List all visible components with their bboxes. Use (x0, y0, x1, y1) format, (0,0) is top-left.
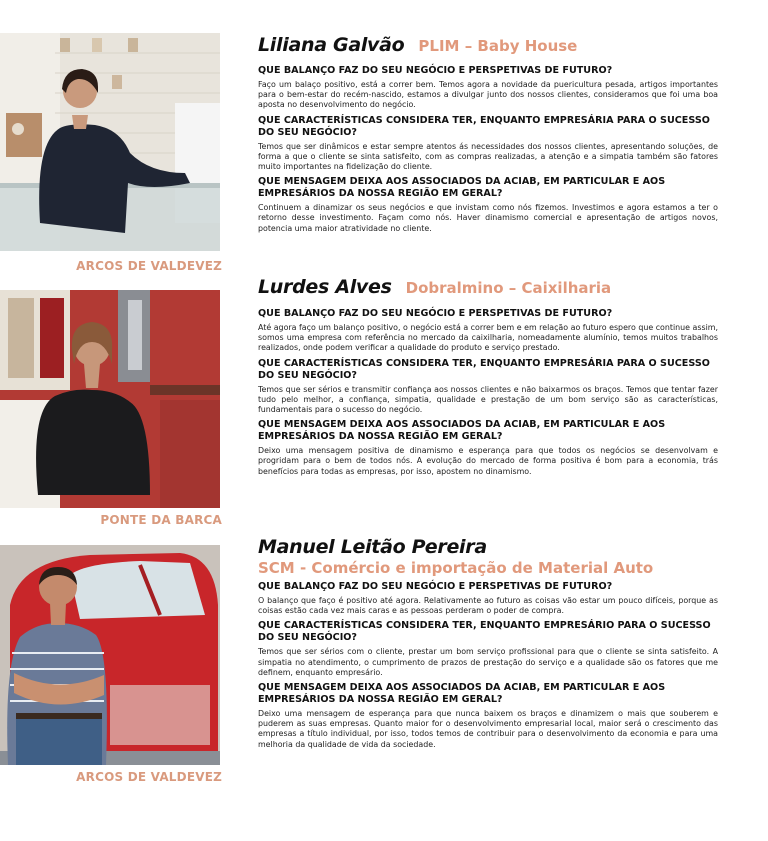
answer: Temos que ser sérios e transmitir confiança aos nossos clientes e não baixarmos os braços. Temos que tentar fazer tudo pelo melhor, a confiança, simpatia, qualidade e prestação de um bom serviço são as características, fundamentais para o sucesso do negócio. (258, 384, 718, 415)
profile-location: ARCOS DE VALDEVEZ (76, 259, 222, 273)
answer: Deixo uma mensagem de esperança para que nunca baixem os braços e dinamizem o mais que souberem e puderem as suas empresas. Quanto maior for o desenvolvimento empresarial local, maior será o crescimento das empresas a título individual, por isso, todos temos de contribuir para o desenvolvimento da economia e para uma melhoria da qualidade de vida da sociedade. (258, 709, 718, 749)
profile-name: Manuel Leitão Pereira (258, 536, 487, 558)
profile-header (258, 276, 718, 300)
profile-photo-liliana (0, 33, 220, 251)
question: QUE MENSAGEM DEIXA AOS ASSOCIADOS DA ACIAB, EM PARTICULAR E AOS EMPRESÁRIOS DA NOSSA REGIÃO EM GERAL? (258, 682, 666, 706)
question: QUE BALANÇO FAZ DO SEU NEGÓCIO E PERSPETIVAS DE FUTURO? (258, 65, 613, 76)
question: QUE MENSAGEM DEIXA AOS ASSOCIADOS DA ACIAB, EM PARTICULAR E AOS EMPRESÁRIOS DA NOSSA REGIÃO EM GERAL? (258, 176, 666, 200)
profile-location: ARCOS DE VALDEVEZ (76, 770, 222, 784)
question: QUE CARACTERÍSTICAS CONSIDERA TER, ENQUANTO EMPRESÁRIA PARA O SUCESSO DO SEU NEGÓCIO? (258, 114, 710, 138)
profile-photo-lurdes (0, 290, 220, 508)
question: QUE MENSAGEM DEIXA AOS ASSOCIADOS DA ACIAB, EM PARTICULAR E AOS EMPRESÁRIOS DA NOSSA REGIÃO EM GERAL? (258, 419, 666, 443)
profile-name: Liliana Galvão (258, 34, 405, 56)
question: QUE CARACTERÍSTICAS CONSIDERA TER, ENQUANTO EMPRESÁRIA PARA O SUCESSO DO SEU NEGÓCIO? (258, 357, 710, 381)
profile-header (258, 536, 718, 558)
answer: Até agora faço um balanço positivo, o negócio está a correr bem e em relação ao futuro espero que continue assim, somos uma empresa com referência no mercado da caixilharia, nomeadamente alumínio, temos muitos trabalhos realizados, onde podem verificar a qualidade do produto e serviço prestado. (258, 323, 718, 353)
question: QUE BALANÇO FAZ DO SEU NEGÓCIO E PERSPETIVAS DE FUTURO? (258, 308, 613, 319)
profile-name: Lurdes Alves (258, 276, 392, 298)
answer: Continuem a dinamizar os seus negócios e que invistam como nós fizemos. Investimos e agora estamos a ter o retorno desse investimento. Façam como nós. Haver dinamismo comercial e apresentação de artigos novos, potencia uma maior atratividade no cliente. (258, 203, 718, 233)
business-name: PLIM – Baby House (418, 37, 578, 55)
answer: O balanço que faço é positivo até agora. Relativamente ao futuro as coisas vão estar um pouco difíceis, porque as coisas estão cada vez mais caras e as pessoas perderam o poder de compra. (258, 596, 718, 616)
answer: Faço um balaço positivo, está a correr bem. Temos agora a novidade da puericultura pesada, artigos importantes para o bem-estar do recém-nascido, estamos a divulgar junto dos nossos clientes, consideramos que foi uma boa aposta no desenvolvimento do negócio. (258, 80, 718, 110)
answer: Temos que ser dinâmicos e estar sempre atentos ás necessidades dos nossos clientes, apresentando soluções, de forma a que o cliente se sinta satisfeito, com as compras realizadas, a atenção e a simpatia também são fatores muito importantes na fidelização do cliente. (258, 141, 718, 172)
business-name: SCM - Comércio e importação de Material Auto (258, 559, 654, 577)
profile-location: PONTE DA BARCA (100, 513, 222, 527)
profile-photo-manuel (0, 545, 220, 765)
profile-lurdes (258, 276, 718, 481)
question: QUE CARACTERÍSTICAS CONSIDERA TER, ENQUANTO EMPRESÁRIO PARA O SUCESSO DO SEU NEGÓCIO? (258, 620, 711, 644)
profile-manuel (258, 536, 718, 754)
profile-liliana (258, 34, 718, 238)
profile-header (258, 34, 718, 58)
answer: Temos que ser sérios com o cliente, prestar um bom serviço profissional para que o cliente se sinta satisfeito. A simpatia no atendimento, o cumprimento de prazos de prestação do serviço e a qualidade são os fatores que me definem, enquanto empresário. (258, 647, 718, 677)
business-name: Dobralmino – Caixilharia (405, 279, 612, 297)
question: QUE BALANÇO FAZ DO SEU NEGÓCIO E PERSPETIVAS DE FUTURO? (258, 581, 613, 592)
answer: Deixo uma mensagem positiva de dinamismo e esperança para que todos os negócios se desenvolvam e progridam para o bem de todos nós. A evolução do mercado de forma positiva é bom para a economia, trás benefícios para todas as empresas, por isso, apostem no dinamismo. (258, 446, 718, 476)
